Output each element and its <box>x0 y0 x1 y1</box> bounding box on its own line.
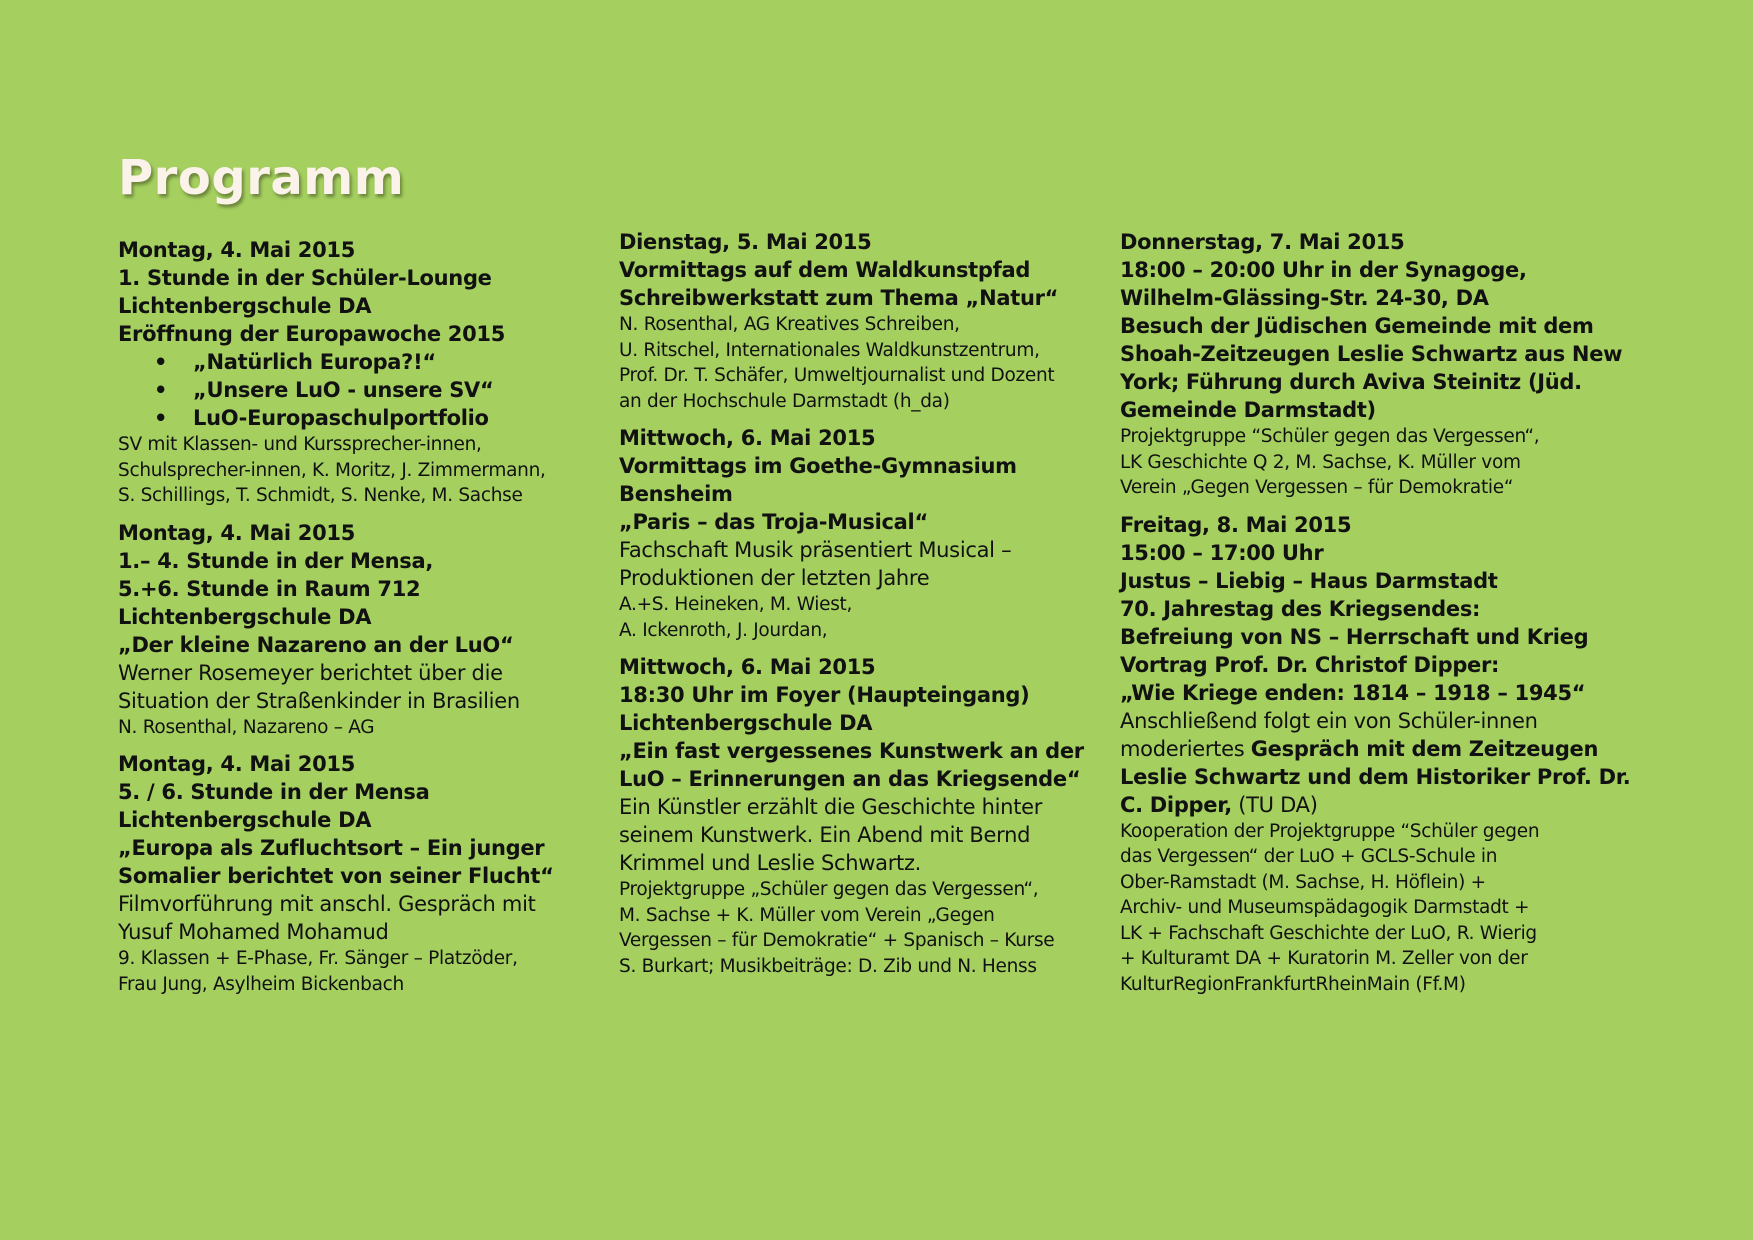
description-text: moderiertes <box>1120 736 1251 761</box>
event-organizers: Prof. Dr. T. Schäfer, Umweltjournalist und Dozent <box>619 365 1055 386</box>
event-date: Dienstag, 5. Mai 2015 <box>619 230 872 254</box>
event-description <box>1120 707 1610 735</box>
event-date: Freitag, 8. Mai 2015 <box>1120 512 1352 537</box>
event-title: Shoah-Zeitzeugen Leslie Schwartz aus New <box>1120 342 1623 366</box>
event-organizers: + Kulturamt DA + Kuratorin M. Zeller von der <box>1120 948 1528 969</box>
event-date: Mittwoch, 6. Mai 2015 <box>619 655 876 679</box>
event-organizers: S. Burkart; Musikbeiträge: D. Zib und N. Henss <box>619 955 1037 977</box>
description-text: Anschließend folgt ein von Schüler-innen <box>1120 708 1538 733</box>
event-organizers: M. Sachse + K. Müller vom Verein „Gegen <box>619 904 995 926</box>
description-bold-text: Gespräch mit dem Zeitzeugen <box>1250 736 1599 761</box>
event-title: Besuch der Jüdischen Gemeinde mit dem <box>1120 314 1594 338</box>
event-organizers: das Vergessen“ der LuO + GCLS-Schule in <box>1120 846 1498 867</box>
event-title: Somalier berichtet von seiner Flucht“ <box>118 864 554 888</box>
event-detail: 1. Stunde in der Schüler-Lounge <box>118 266 492 290</box>
event-detail: Vormittags auf dem Waldkunstpfad <box>619 258 1031 282</box>
event-organizers: SV mit Klassen- und Kurssprecher-innen, <box>118 434 482 455</box>
program-column-2 <box>619 228 1109 989</box>
event-detail: Lichtenbergschule DA <box>118 808 372 832</box>
event-title: „Wie Kriege enden: 1814 – 1918 – 1945“ <box>1120 680 1586 705</box>
event-bullet-list <box>118 348 608 432</box>
bullet-item: • LuO-Europaschulportfolio <box>118 404 608 432</box>
event-tuesday <box>619 228 1109 414</box>
event-title: 70. Jahrestag des Kriegsendes: <box>1120 596 1481 621</box>
event-description <box>1120 791 1610 819</box>
event-monday-2 <box>118 519 608 741</box>
event-organizers: LK Geschichte Q 2, M. Sachse, K. Müller vom <box>1120 451 1521 473</box>
event-wednesday-2 <box>619 653 1109 979</box>
event-detail: 18:30 Uhr im Foyer (Haupteingang) <box>619 683 1030 707</box>
bullet-item: • „Natürlich Europa?!“ <box>118 348 608 376</box>
event-title: Befreiung von NS – Herrschaft und Krieg <box>1120 624 1589 649</box>
event-detail: Lichtenbergschule DA <box>118 604 372 629</box>
bullet-item: • „Unsere LuO - unsere SV“ <box>118 376 608 404</box>
event-organizers: Archiv- und Museumspädagogik Darmstadt + <box>1120 897 1530 918</box>
event-organizers: Verein „Gegen Vergessen – für Demokratie“ <box>1120 477 1514 498</box>
event-title: „Ein fast vergessenes Kunstwerk an der <box>619 739 1084 763</box>
event-description: Produktionen der letzten Jahre <box>619 566 930 590</box>
event-date: Montag, 4. Mai 2015 <box>118 238 356 262</box>
event-organizers: N. Rosenthal, AG Kreatives Schreiben, <box>619 314 960 335</box>
event-detail: Lichtenbergschule DA <box>118 294 372 318</box>
event-detail: Eröffnung der Europawoche 2015 <box>118 322 506 346</box>
event-title: Gemeinde Darmstadt) <box>1120 398 1376 422</box>
event-monday-1 <box>118 236 608 509</box>
event-detail: 5. / 6. Stunde in der Mensa <box>118 780 430 804</box>
event-organizers: Projektgruppe „Schüler gegen das Vergessen“, <box>619 879 1039 900</box>
event-description <box>1120 735 1610 763</box>
event-monday-3 <box>118 750 608 997</box>
event-detail: Justus – Liebig – Haus Darmstadt <box>1120 568 1498 593</box>
event-description: Krimmel und Leslie Schwartz. <box>619 851 922 875</box>
event-organizers: KulturRegionFrankfurtRheinMain (Ff.M) <box>1120 973 1466 995</box>
event-description: Filmvorführung mit anschl. Gespräch mit <box>118 892 536 916</box>
description-bold-text: C. Dipper, <box>1120 792 1232 817</box>
event-date: Montag, 4. Mai 2015 <box>118 752 356 776</box>
event-organizers: Frau Jung, Asylheim Bickenbach <box>118 973 404 995</box>
event-date: Mittwoch, 6. Mai 2015 <box>619 426 876 450</box>
event-organizers: A.+S. Heineken, M. Wiest, <box>619 594 853 615</box>
event-description: Ein Künstler erzählt die Geschichte hinter <box>619 795 1043 819</box>
event-friday <box>1120 511 1631 998</box>
event-detail: Wilhelm-Glässing-Str. 24-30, DA <box>1120 286 1489 310</box>
event-title: „Der kleine Nazareno an der LuO“ <box>118 632 514 657</box>
event-detail: 1.– 4. Stunde in der Mensa, <box>118 548 433 573</box>
event-detail: Vormittags im Goethe-Gymnasium <box>619 454 1017 478</box>
event-organizers: Vergessen – für Demokratie“ + Spanisch – Kurse <box>619 930 1055 951</box>
event-detail: Lichtenbergschule DA <box>619 711 873 735</box>
event-organizers: LK + Fachschaft Geschichte der LuO, R. Wierig <box>1120 922 1537 944</box>
description-bold-text: Leslie Schwartz und dem Historiker Prof. Dr. <box>1120 764 1631 789</box>
event-description: Situation der Straßenkinder in Brasilien <box>118 688 520 713</box>
event-organizers: an der Hochschule Darmstadt (h_da) <box>619 390 950 412</box>
event-organizers: Ober-Ramstadt (M. Sachse, H. Höflein) + <box>1120 871 1486 893</box>
event-thursday <box>1120 228 1623 501</box>
event-detail: 5.+6. Stunde in Raum 712 <box>118 576 421 601</box>
event-description: seinem Kunstwerk. Ein Abend mit Bernd <box>619 823 1031 847</box>
event-date: Donnerstag, 7. Mai 2015 <box>1120 230 1405 254</box>
event-organizers: N. Rosenthal, Nazareno – AG <box>118 716 375 738</box>
page-title: Programm <box>118 150 405 206</box>
event-organizers: A. Ickenroth, J. Jourdan, <box>619 619 828 641</box>
event-organizers: 9. Klassen + E-Phase, Fr. Sänger – Platzöder, <box>118 948 518 969</box>
event-detail: Vortrag Prof. Dr. Christof Dipper: <box>1120 652 1500 677</box>
event-title: Schreibwerkstatt zum Thema „Natur“ <box>619 286 1059 310</box>
event-title: York; Führung durch Aviva Steinitz (Jüd. <box>1120 370 1582 394</box>
program-column-3 <box>1120 228 1631 1007</box>
event-date: Montag, 4. Mai 2015 <box>118 520 356 545</box>
event-detail: 18:00 – 20:00 Uhr in der Synagoge, <box>1120 258 1527 282</box>
event-organizers: S. Schillings, T. Schmidt, S. Nenke, M. Sachse <box>118 485 523 506</box>
event-title: „Europa als Zufluchtsort – Ein junger <box>118 836 545 860</box>
program-column-1 <box>118 236 608 1007</box>
event-title: LuO – Erinnerungen an das Kriegsende“ <box>619 767 1081 791</box>
event-description: Werner Rosemeyer berichtet über die <box>118 660 503 685</box>
event-detail: Bensheim <box>619 482 733 506</box>
event-organizers: Projektgruppe “Schüler gegen das Vergessen“, <box>1120 426 1540 447</box>
event-description: Fachschaft Musik präsentiert Musical – <box>619 538 1012 562</box>
description-text: (TU DA) <box>1231 792 1318 817</box>
event-organizers: U. Ritschel, Internationales Waldkunstzentrum, <box>619 339 1040 361</box>
event-description <box>1120 763 1631 791</box>
event-wednesday-1 <box>619 424 1109 643</box>
event-description: Yusuf Mohamed Mohamud <box>118 920 389 944</box>
event-detail: 15:00 – 17:00 Uhr <box>1120 540 1324 565</box>
event-organizers: Kooperation der Projektgruppe “Schüler gegen <box>1120 820 1540 842</box>
event-organizers: Schulsprecher-innen, K. Moritz, J. Zimmermann, <box>118 459 546 481</box>
event-title: „Paris – das Troja-Musical“ <box>619 510 928 534</box>
